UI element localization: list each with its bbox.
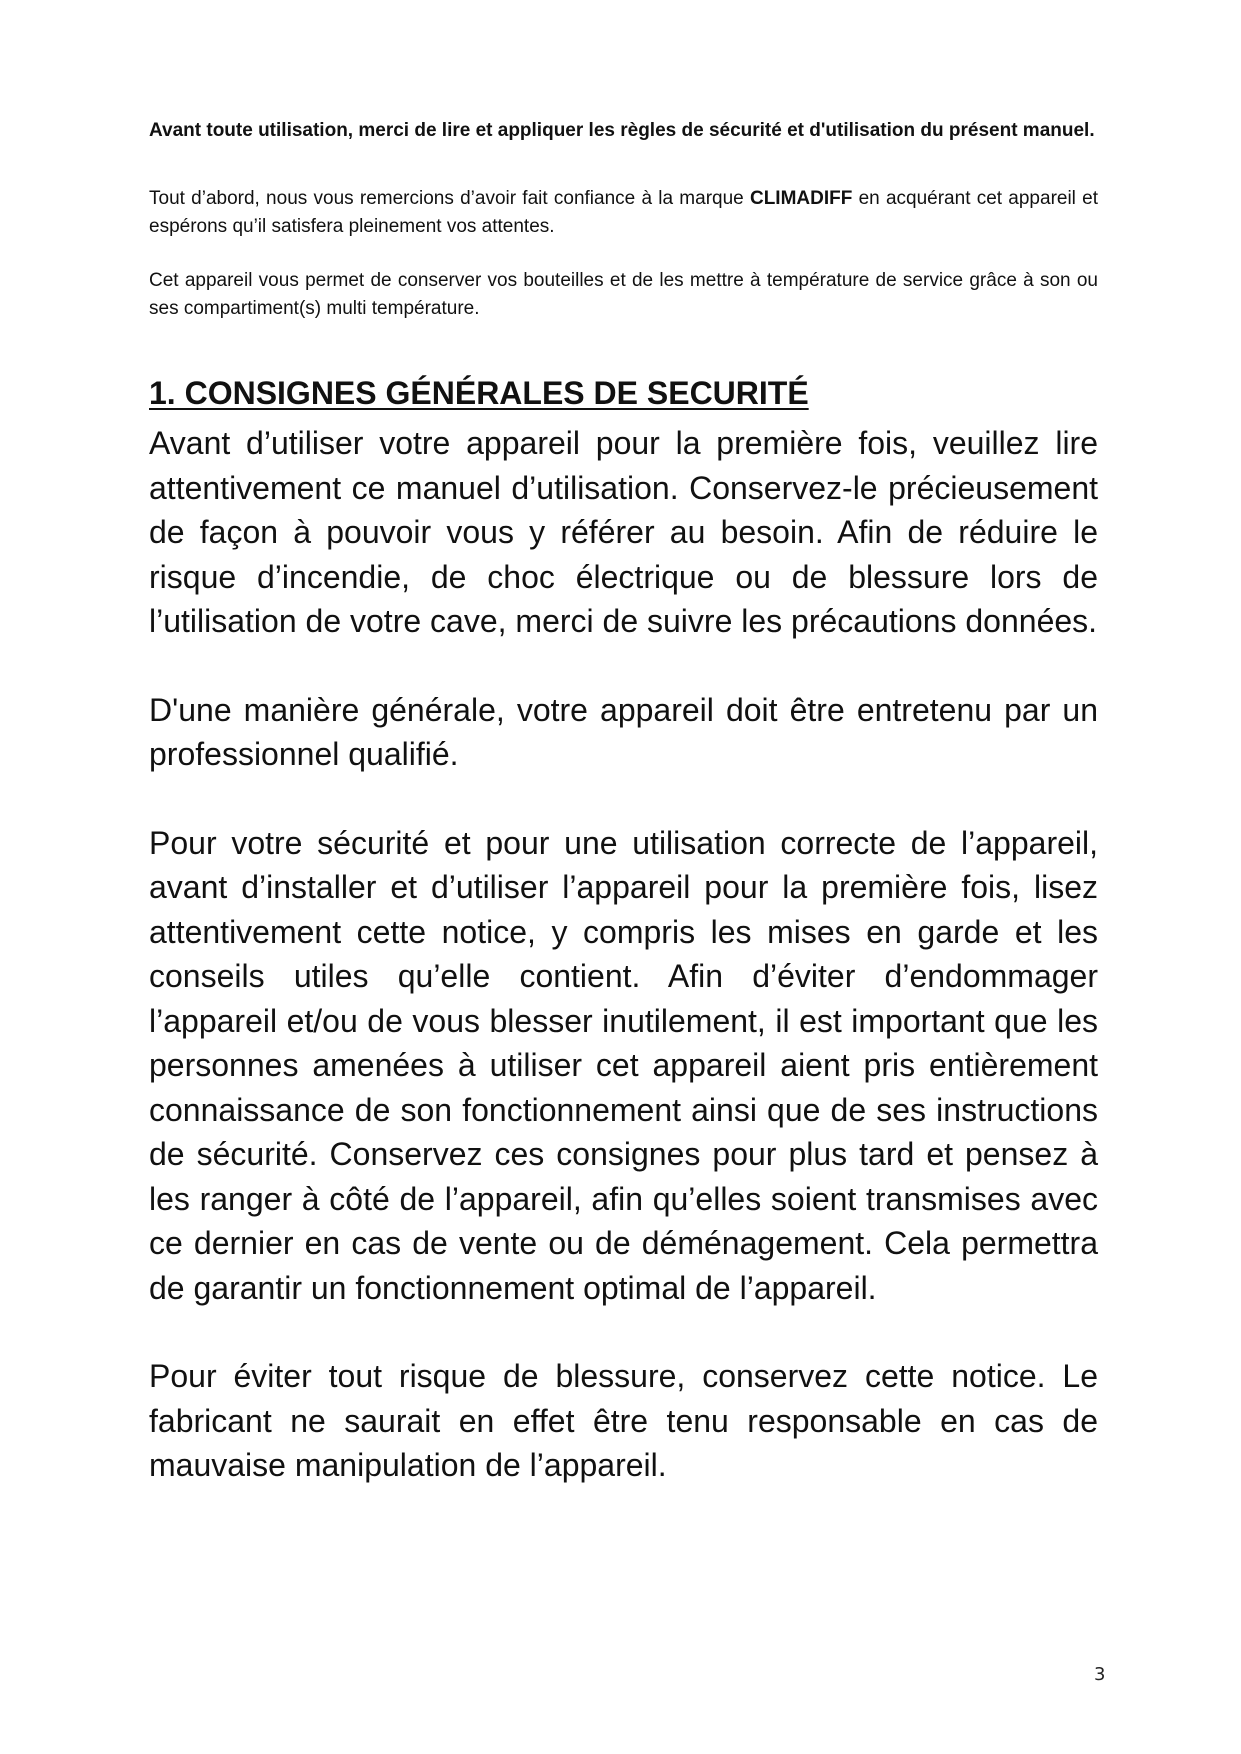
section-paragraph-3: Pour votre sécurité et pour une utilisation correcte de l’appareil, avant d’installer et d’utiliser l’appareil pour la première fois, lisez attentivement cette notice, y compris les mises en garde et les conseils utiles qu’elle contient. Afin d’éviter d’endommager l’appareil et/ou de vous blesser inutilement, il est important que les personnes amenées à utiliser cet appareil aient pris entièrement connaissance de son fonctionnement ainsi que de ses instructions de sécurité. Conservez ces consignes pour plus tard et pensez à les ranger à côté de l’appareil, afin qu’elles soient transmises avec ce dernier en cas de vente ou de déménagement. Cela permettra de garantir un fonctionnement optimal de l’appareil.: [149, 824, 1098, 1306]
thanks-paragraph: [149, 185, 1098, 241]
page-content: [149, 117, 1098, 1488]
section-paragraph-2: D'une manière générale, votre appareil doit être entretenu par un professionnel qualifié.: [149, 691, 1098, 772]
page-number: 3: [1094, 1664, 1106, 1685]
purpose-paragraph: Cet appareil vous permet de conserver vos bouteilles et de les mettre à température de service grâce à son ou ses compartiment(s) multi température.: [149, 270, 1098, 319]
safety-notice: Avant toute utilisation, merci de lire et appliquer les règles de sécurité et d'utilisation du présent manuel.: [149, 120, 1095, 141]
section-title: 1. CONSIGNES GÉNÉRALES DE SECURITÉ: [149, 375, 809, 411]
section-paragraph-1: Avant d’utiliser votre appareil pour la première fois, veuillez lire attentivement ce manuel d’utilisation. Conservez-le précieusement de façon à pouvoir vous y référer au besoin. Afin de réduire le risque d’incendie, de choc électrique ou de blessure lors de l’utilisation de votre cave, merci de suivre les précautions données.: [149, 425, 1098, 639]
section-paragraph-4: Pour éviter tout risque de blessure, conservez cette notice. Le fabricant ne saurait en effet être tenu responsable en cas de mauvaise manipulation de l’appareil.: [149, 1358, 1098, 1483]
thanks-text-before: Tout d’abord, nous vous remercions d’avoir fait confiance à la marque: [149, 188, 750, 209]
thanks-text-after: en acquérant cet appareil et espérons qu’il satisfera pleinement vos attentes.: [149, 188, 1098, 237]
brand-name: CLIMADIFF: [749, 188, 853, 209]
